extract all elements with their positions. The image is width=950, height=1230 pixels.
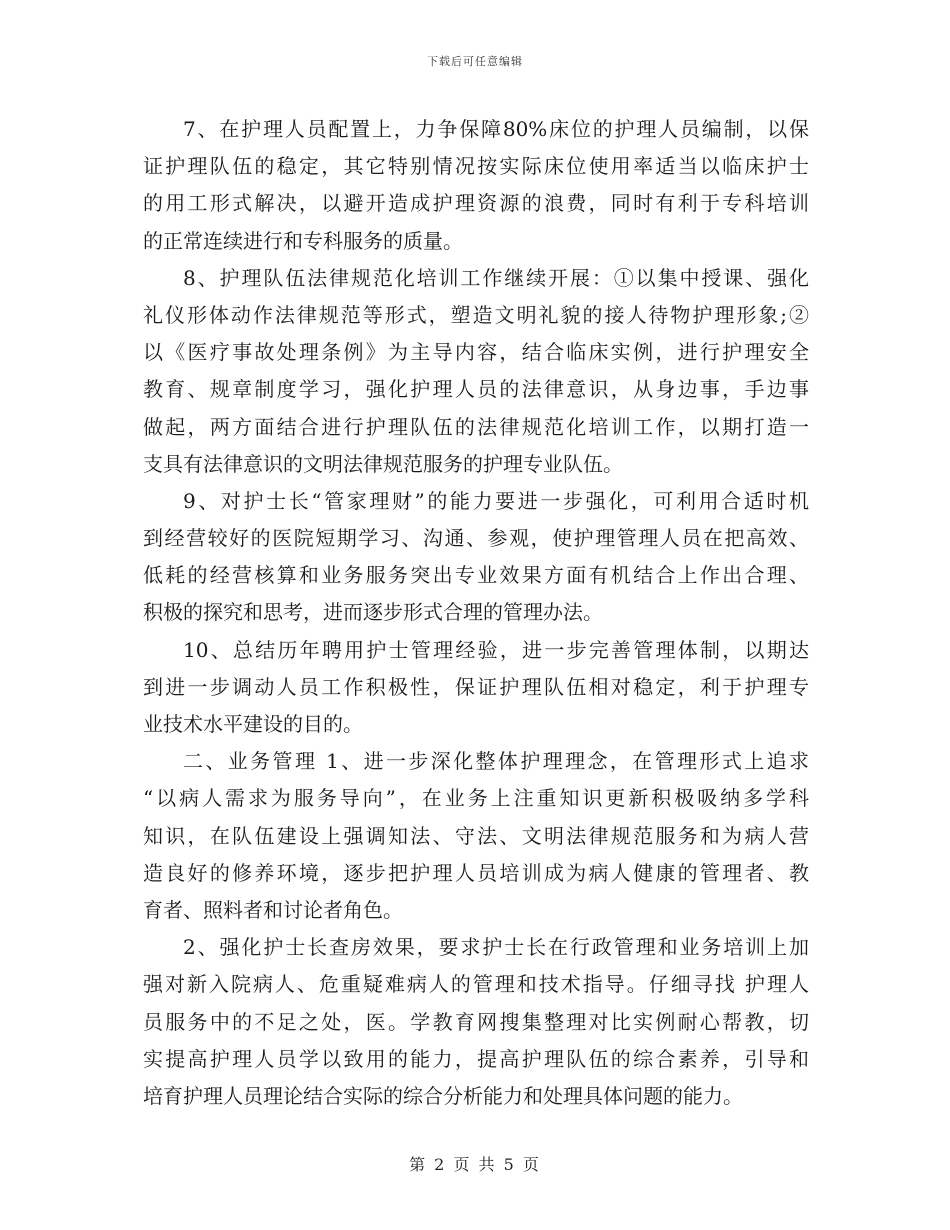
text-line: 积极的探究和思考，进而逐步形式合理的管理办法。 [143, 600, 603, 625]
text-line: 做起，两方面结合进行护理队伍的法律规范化培训工作，以期打造一 [143, 414, 809, 439]
paragraph-9 [143, 483, 809, 632]
text-line: 培育护理人员理论结合实际的综合分析能力和处理具体问题的能力。 [143, 1083, 743, 1108]
text-line: 知识，在队伍建设上强调知法、守法、文明法律规范服务和为病人营 [143, 823, 809, 848]
text-line: 业技术水平建设的目的。 [143, 712, 363, 736]
text-line: 以《医疗事故处理条例》为主导内容，结合临床实例，进行护理安全 [143, 340, 809, 365]
text-line: 支具有法律意识的文明法律规范服务的护理专业队伍。 [143, 451, 623, 476]
text-line: 9、对护士长“管家理财”的能力要进一步强化，可利用合适时机 [183, 488, 809, 513]
text-line: 的用工形式解决，以避开造成护理资源的浪费，同时有利于专科培训 [143, 191, 809, 216]
page-number-footer: 第 2 页 共 5 页 [409, 1155, 541, 1174]
text-line: 8、护理队伍法律规范化培训工作继续开展：①以集中授课、强化 [183, 265, 809, 290]
paragraph-business-management [143, 743, 809, 929]
paragraph-7 [143, 111, 809, 260]
text-line: 7、在护理人员配置上，力争保障80%床位的护理人员编制，以保 [183, 117, 809, 141]
text-line: 到经营较好的医院短期学习、沟通、参观，使护理管理人员在把高效、 [143, 526, 809, 551]
text-line: 教育、规章制度学习，强化护理人员的法律意识，从身边事，手边事 [143, 377, 809, 402]
text-line: 2、强化护士长查房效果，要求护士长在行政管理和业务培训上加 [183, 935, 809, 960]
paragraph-10 [143, 632, 809, 744]
paragraph-2 [143, 929, 809, 1115]
text-line: 的正常连续进行和专科服务的质量。 [143, 228, 463, 253]
text-line: 10、总结历年聘用护士管理经验，进一步完善管理体制，以期达 [183, 637, 809, 662]
text-line: 育者、照料者和讨论者角色。 [143, 897, 403, 922]
text-line: 证护理队伍的稳定，其它特别情况按实际床位使用率适当以临床护士 [143, 154, 809, 179]
text-line: 礼仪形体动作法律规范等形式，塑造文明礼貌的接人待物护理形象;② [143, 302, 809, 327]
page-header: 下载后可任意编辑 [427, 55, 523, 68]
text-line: “以病人需求为服务导向”，在业务上注重知识更新积极吸纳多学科 [143, 786, 809, 811]
text-line: 造良好的修养环境，逐步把护理人员培训成为病人健康的管理者、教 [143, 860, 809, 885]
text-line: 低耗的经营核算和业务服务突出专业效果方面有机结合上作出合理、 [143, 563, 809, 588]
text-line: 实提高护理人员学以致用的能力，提高护理队伍的综合素养，引导和 [143, 1046, 809, 1071]
text-line: 员服务中的不足之处，医。学教育网搜集整理对比实例耐心帮教，切 [143, 1009, 809, 1034]
text-line: 到进一步调动人员工作积极性，保证护理队伍相对稳定，利于护理专 [143, 674, 809, 699]
document-body [143, 111, 809, 1115]
text-line: 强对新入院病人、危重疑难病人的管理和技术指导。仔细寻找 护理人 [143, 972, 809, 997]
text-line: 二、业务管理 1、进一步深化整体护理理念，在管理形式上追求 [183, 749, 809, 774]
paragraph-8 [143, 260, 809, 483]
